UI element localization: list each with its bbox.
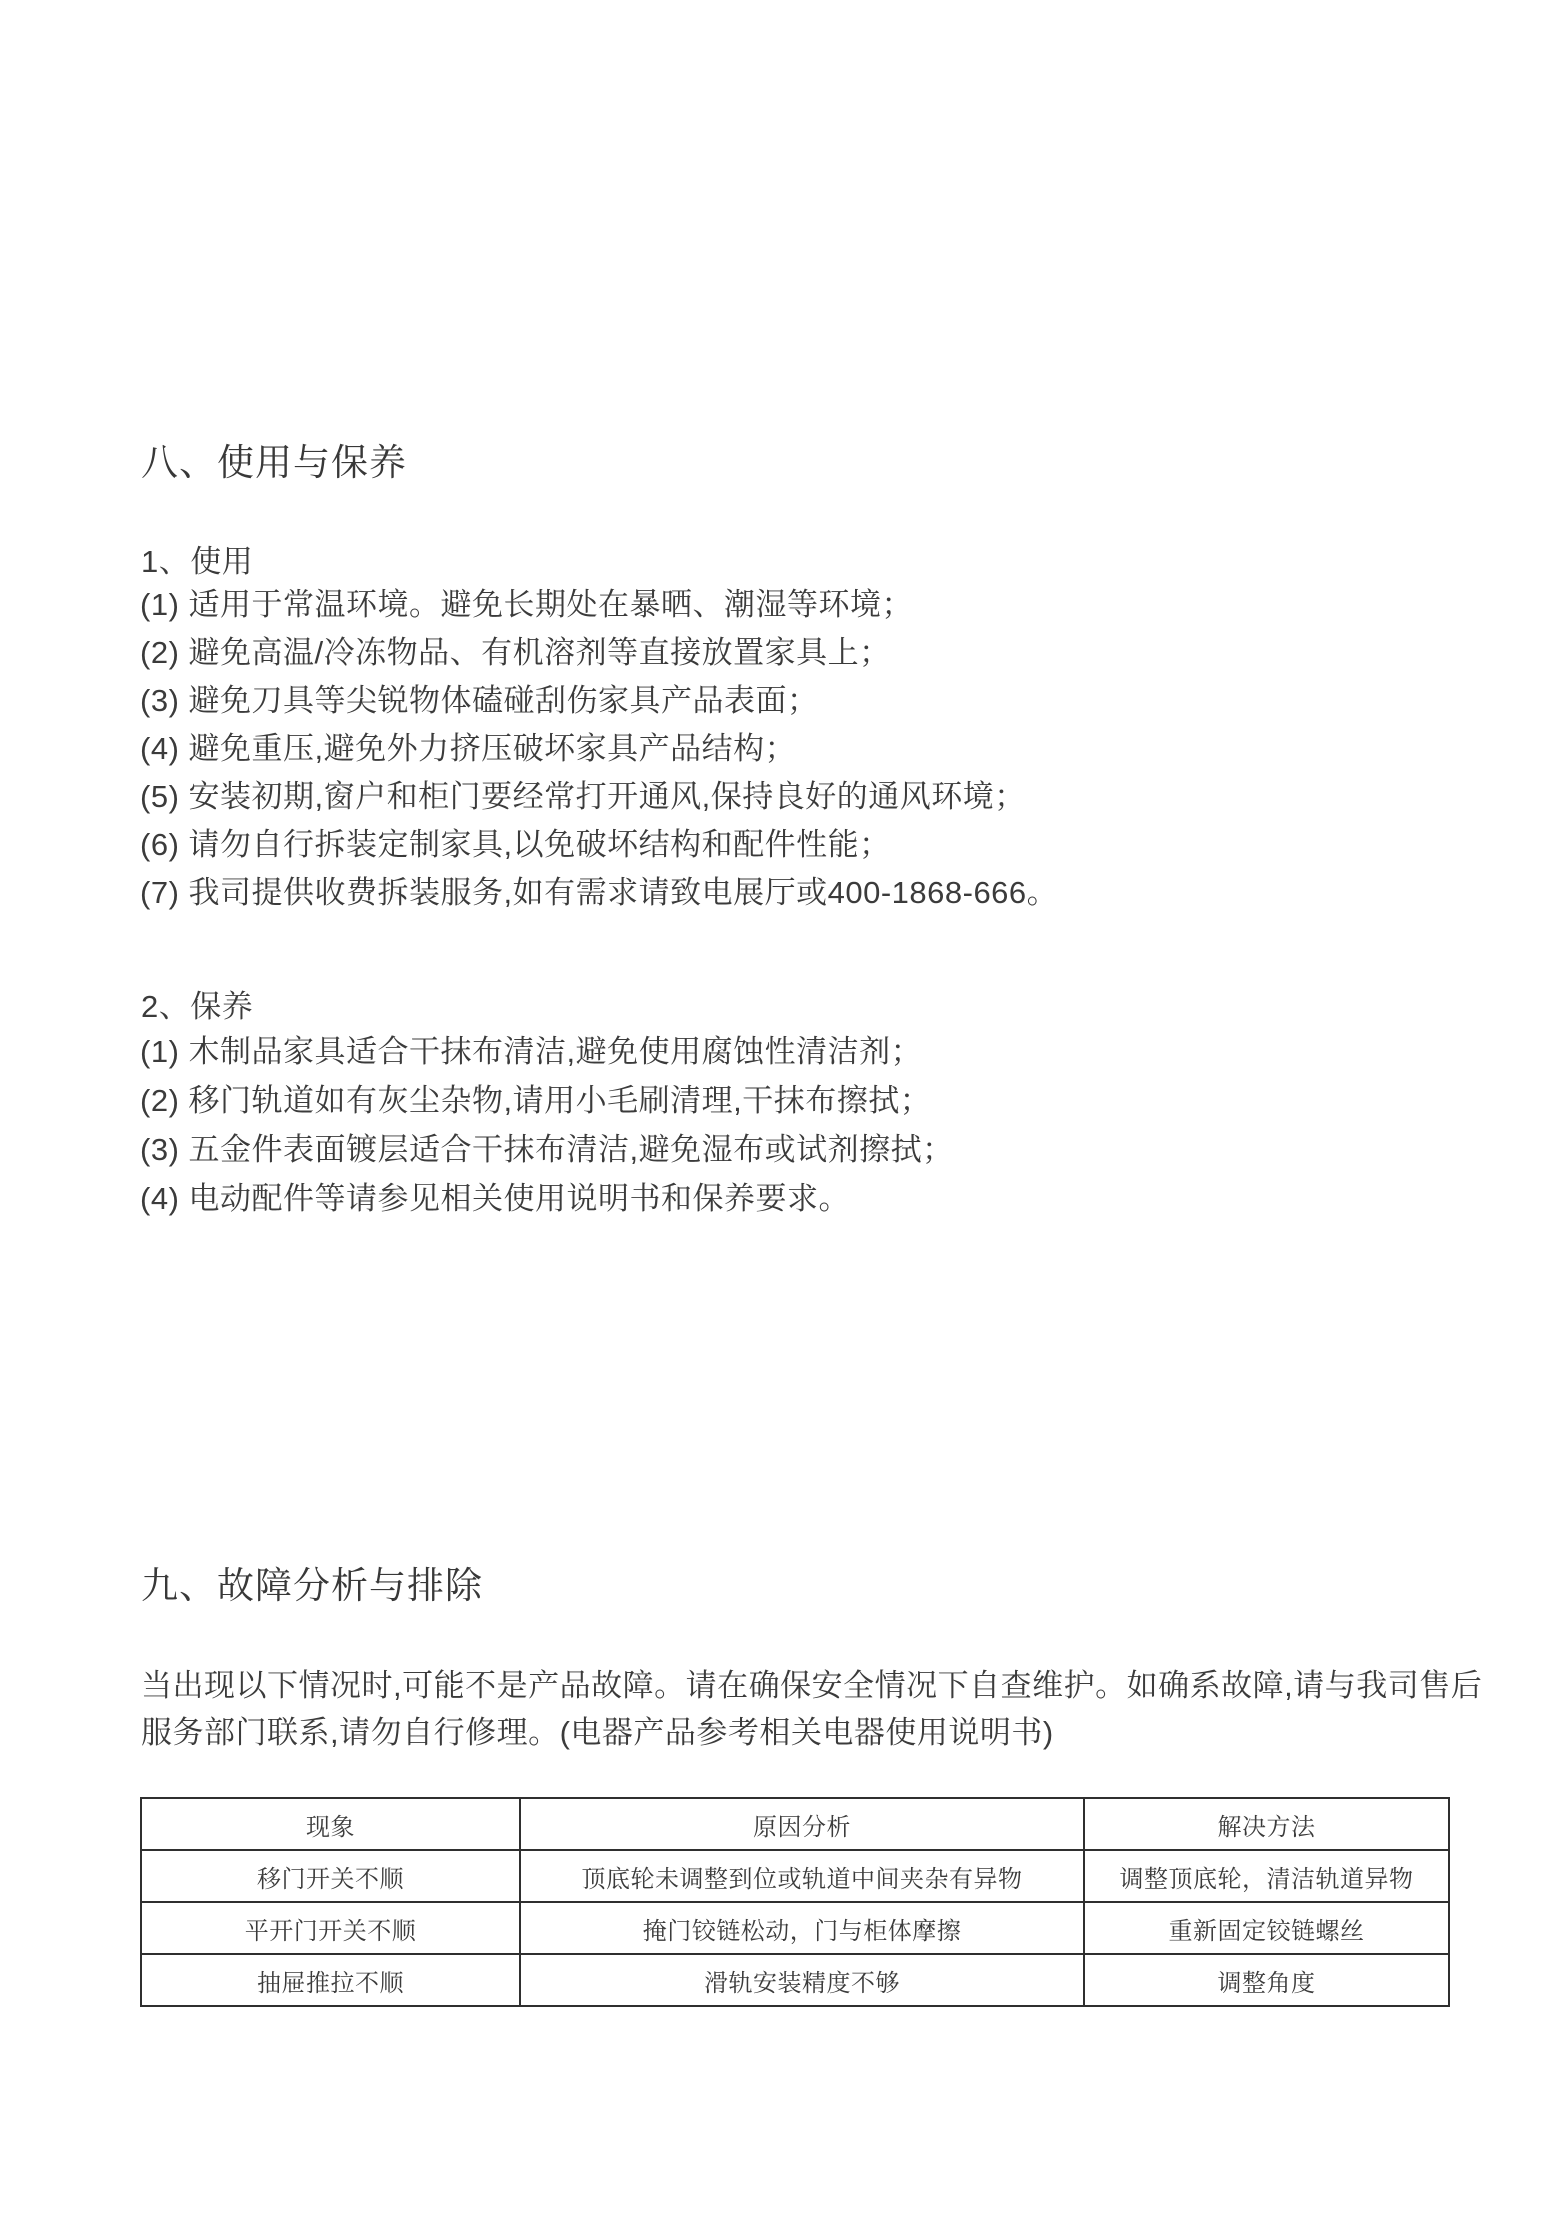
care-item-3: (3) 五金件表面镀层适合干抹布清洁,避免湿布或试剂擦拭；: [140, 1132, 954, 1167]
use-item-5: (5) 安装初期,窗户和柜门要经常打开通风,保持良好的通风环境；: [140, 779, 1026, 814]
troubleshooting-intro: [141, 1662, 1482, 1756]
use-subtitle: 1、使用: [141, 544, 254, 579]
section-troubleshooting-title: 九、故障分析与排除: [141, 1565, 483, 1606]
table-cell-solution: 重新固定铰链螺丝: [1084, 1902, 1449, 1954]
table-row: [141, 1850, 1449, 1902]
use-item-2: (2) 避免高温/冷冻物品、有机溶剂等直接放置家具上；: [140, 635, 891, 670]
section-use-care-title: 八、使用与保养: [141, 442, 407, 483]
care-subtitle: 2、保养: [141, 989, 254, 1024]
troubleshooting-table: [140, 1797, 1450, 2007]
table-row: [141, 1954, 1449, 2006]
table-cell-solution: 调整顶底轮，清洁轨道异物: [1084, 1850, 1449, 1902]
table-cell-cause: 滑轨安装精度不够: [520, 1954, 1084, 2006]
table-row: [141, 1902, 1449, 1954]
care-item-1: (1) 木制品家具适合干抹布清洁,避免使用腐蚀性清洁剂；: [140, 1034, 923, 1069]
care-item-4: (4) 电动配件等请参见相关使用说明书和保养要求。: [140, 1181, 850, 1216]
table-cell-cause: 掩门铰链松动，门与柜体摩擦: [520, 1902, 1084, 1954]
use-item-1: (1) 适用于常温环境。避免长期处在暴晒、潮湿等环境；: [140, 587, 913, 622]
care-item-2: (2) 移门轨道如有灰尘杂物,请用小毛刷清理,干抹布擦拭；: [140, 1083, 932, 1118]
table-header-cause: 原因分析: [520, 1798, 1084, 1850]
table-cell-solution: 调整角度: [1084, 1954, 1449, 2006]
use-item-4: (4) 避免重压,避免外力挤压破坏家具产品结构；: [140, 731, 797, 766]
use-item-7: (7) 我司提供收费拆装服务,如有需求请致电展厅或400-1868-666。: [140, 875, 1059, 910]
table-cell-cause: 顶底轮未调整到位或轨道中间夹杂有异物: [520, 1850, 1084, 1902]
use-item-list: [140, 581, 1058, 917]
use-item-6: (6) 请勿自行拆装定制家具,以免破坏结构和配件性能；: [140, 827, 891, 862]
troubleshooting-intro-line-1: 当出现以下情况时,可能不是产品故障。请在确保安全情况下自查维护。如确系故障,请与我司售后: [141, 1668, 1483, 1703]
care-item-list: [140, 1027, 954, 1223]
table-header-solution: 解决方法: [1084, 1798, 1449, 1850]
table-header-row: [141, 1798, 1449, 1850]
use-item-3: (3) 避免刀具等尖锐物体磕碰刮伤家具产品表面；: [140, 683, 819, 718]
table-cell-phenomenon: 平开门开关不顺: [141, 1902, 520, 1954]
table-cell-phenomenon: 移门开关不顺: [141, 1850, 520, 1902]
table-header-phenomenon: 现象: [141, 1798, 520, 1850]
table-cell-phenomenon: 抽屉推拉不顺: [141, 1954, 520, 2006]
troubleshooting-intro-line-2: 服务部门联系,请勿自行修理。(电器产品参考相关电器使用说明书): [141, 1715, 1054, 1750]
